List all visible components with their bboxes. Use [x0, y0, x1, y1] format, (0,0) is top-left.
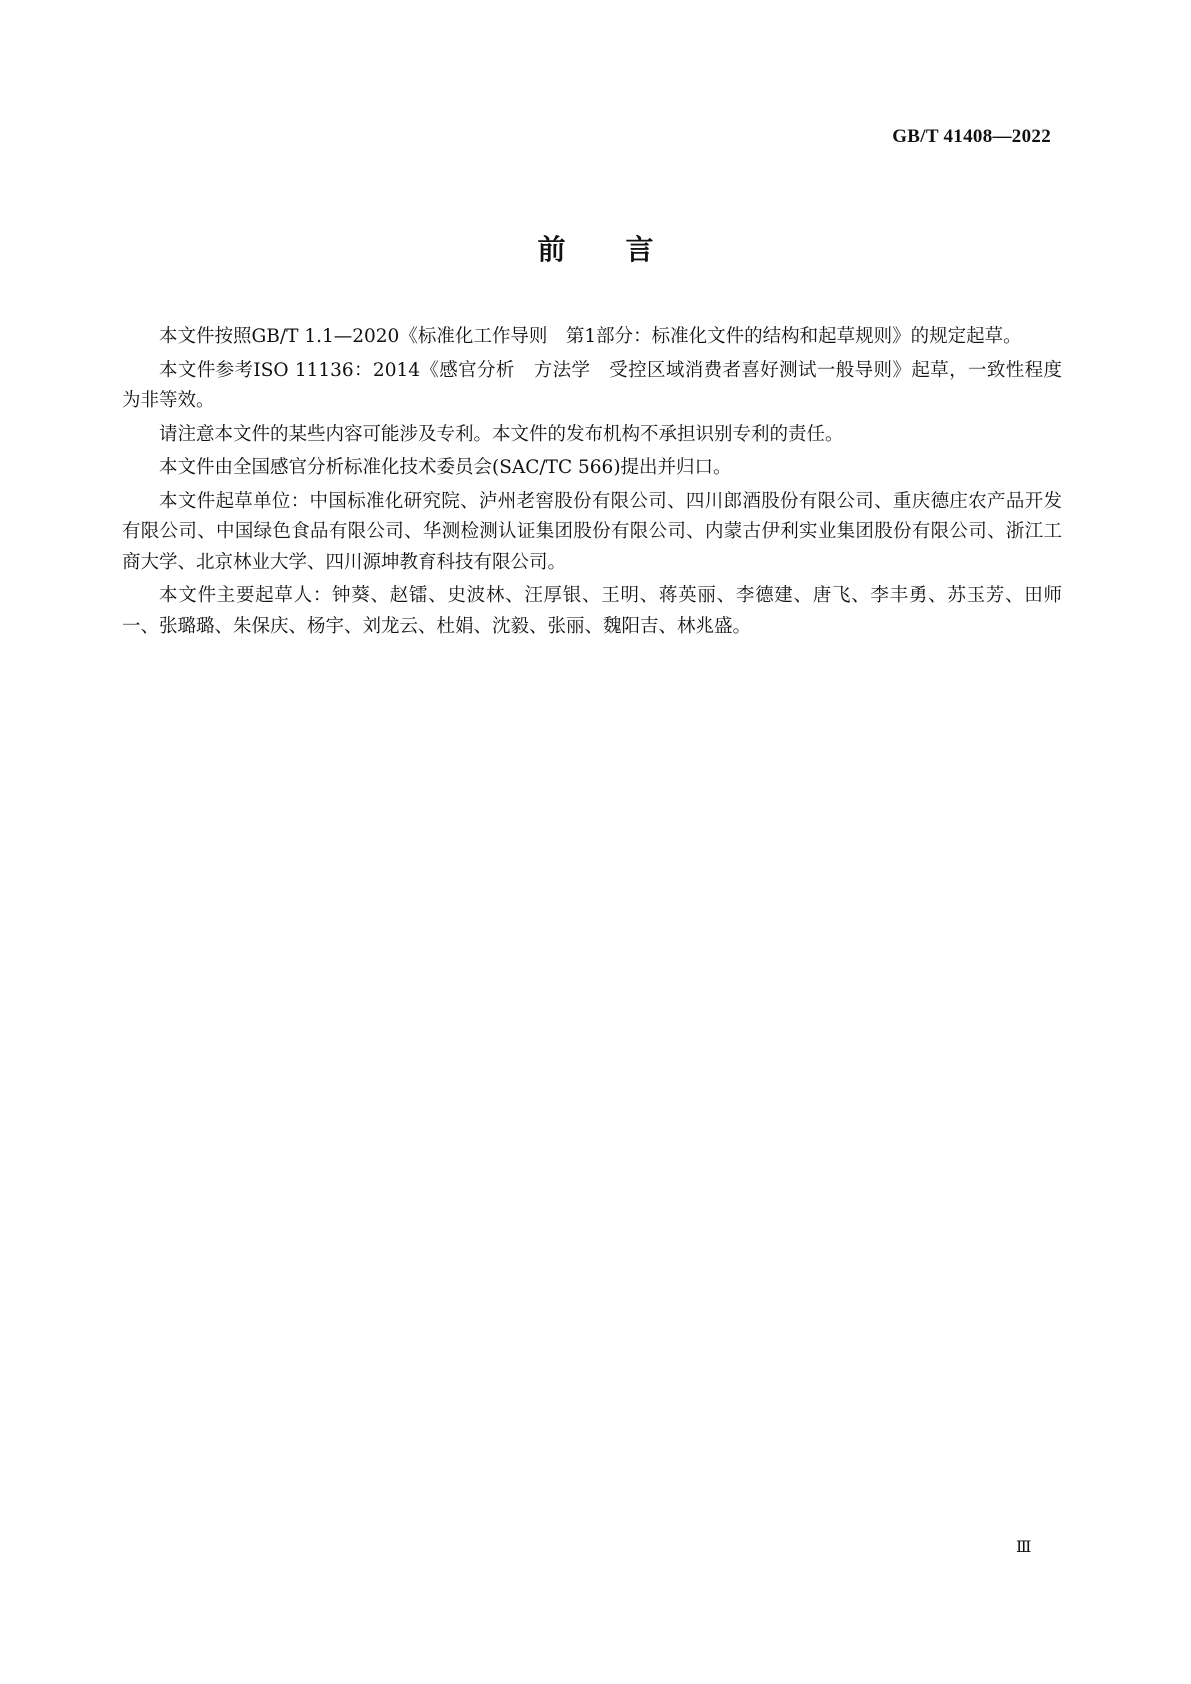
paragraph-drafting-rules: 本文件按照GB/T 1.1—2020《标准化工作导则 第1部分：标准化文件的结构和起草规则》的规定起草。 — [159, 326, 1022, 347]
paragraph-proposing-committee: 本文件由全国感官分析标准化技术委员会(SAC/TC 566)提出并归口。 — [159, 457, 732, 478]
foreword-body — [122, 322, 1062, 645]
page-number: Ⅲ — [1016, 1539, 1032, 1556]
paragraph-reference-standard: 本文件参考ISO 11136：2014《感官分析 方法学 受控区域消费者喜好测试一般导则》起草，一致性程度为非等效。 — [122, 359, 1062, 411]
standard-code: GB/T 41408—2022 — [892, 126, 1051, 147]
paragraph-patent-notice: 请注意本文件的某些内容可能涉及专利。本文件的发布机构不承担识别专利的责任。 — [159, 423, 844, 445]
paragraph-drafting-units: 本文件起草单位：中国标准化研究院、泸州老窖股份有限公司、四川郎酒股份有限公司、重庆德庄农产品开发有限公司、中国绿色食品有限公司、华测检测认证集团股份有限公司、内蒙古伊利实业集团股份有限公司、浙江工商大学、北京林业大学、四川源坤教育科技有限公司。 — [122, 490, 1062, 573]
page-title: 前言 — [537, 233, 714, 266]
paragraph-drafters: 本文件主要起草人：钟葵、赵镭、史波林、汪厚银、王明、蒋英丽、李德建、唐飞、李丰勇、苏玉芳、田师一、张璐璐、朱保庆、杨宇、刘龙云、杜娟、沈毅、张丽、魏阳吉、林兆盛。 — [122, 585, 1062, 637]
